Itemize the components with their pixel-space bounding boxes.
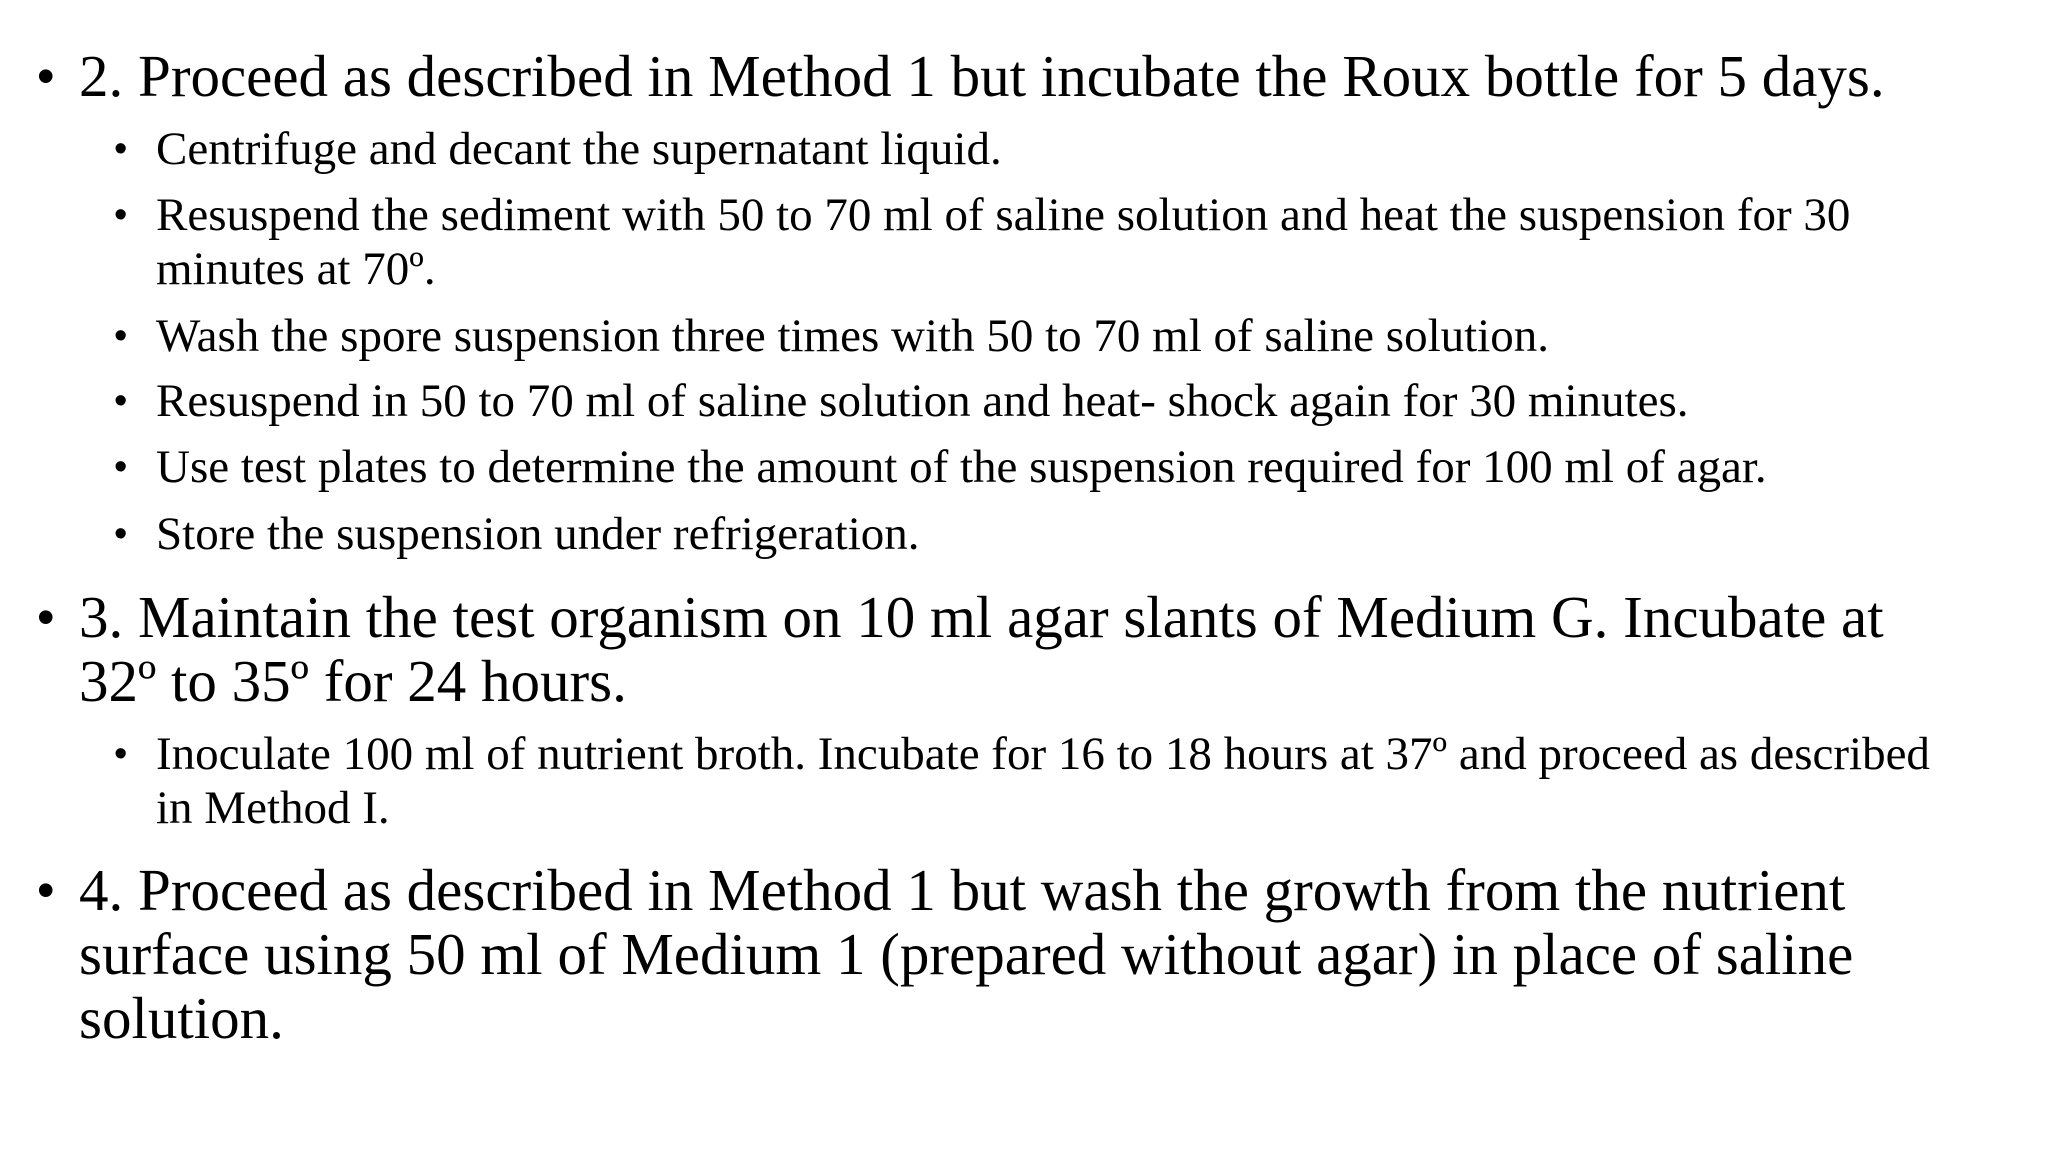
bullet-icon: • xyxy=(114,380,128,422)
bullet-item-method-3 xyxy=(37,584,1959,714)
bullet-item-method-2 xyxy=(37,43,1959,109)
bullet-text: Resuspend the sediment with 50 to 70 ml of saline solution and heat the suspension for 30 minutes at 70º. xyxy=(156,189,1851,295)
sub-bullet-item xyxy=(114,507,1956,561)
sub-bullet-item xyxy=(114,309,1956,363)
sub-bullet-item xyxy=(114,727,1956,835)
sub-bullet-item xyxy=(114,122,1956,176)
sub-bullet-item xyxy=(114,374,1956,428)
sub-bullet-item xyxy=(114,188,1956,296)
bullet-icon: • xyxy=(37,589,55,645)
sub-bullet-item xyxy=(114,440,1956,494)
bullet-text: Inoculate 100 ml of nutrient broth. Incubate for 16 to 18 hours at 37º and proceed as described in Method I. xyxy=(156,728,1930,834)
bullet-icon: • xyxy=(114,733,128,775)
bullet-text: 2. Proceed as described in Method 1 but incubate the Roux bottle for 5 days. xyxy=(79,43,1885,109)
bullet-item-method-4 xyxy=(37,857,1959,1051)
bullet-icon: • xyxy=(37,48,55,104)
bullet-icon: • xyxy=(114,513,128,555)
bullet-text: Centrifuge and decant the supernatant liquid. xyxy=(156,123,1002,175)
bullet-text: 3. Maintain the test organism on 10 ml agar slants of Medium G. Incubate at 32º to 35º for 24 hours. xyxy=(79,584,1884,714)
bullet-text: Resuspend in 50 to 70 ml of saline solution and heat- shock again for 30 minutes. xyxy=(156,375,1689,427)
bullet-text: Use test plates to determine the amount of the suspension required for 100 ml of agar. xyxy=(156,441,1767,493)
bullet-text: 4. Proceed as described in Method 1 but wash the growth from the nutrient surface using 50 ml of Medium 1 (prepared without agar) in place of saline solution. xyxy=(79,857,1854,1051)
bullet-icon: • xyxy=(114,315,128,357)
bullet-icon: • xyxy=(37,862,55,918)
bullet-icon: • xyxy=(114,128,128,170)
bullet-text: Wash the spore suspension three times with 50 to 70 ml of saline solution. xyxy=(156,310,1549,362)
bullet-icon: • xyxy=(114,194,128,236)
bullet-text: Store the suspension under refrigeration. xyxy=(156,508,920,560)
bullet-icon: • xyxy=(114,446,128,488)
